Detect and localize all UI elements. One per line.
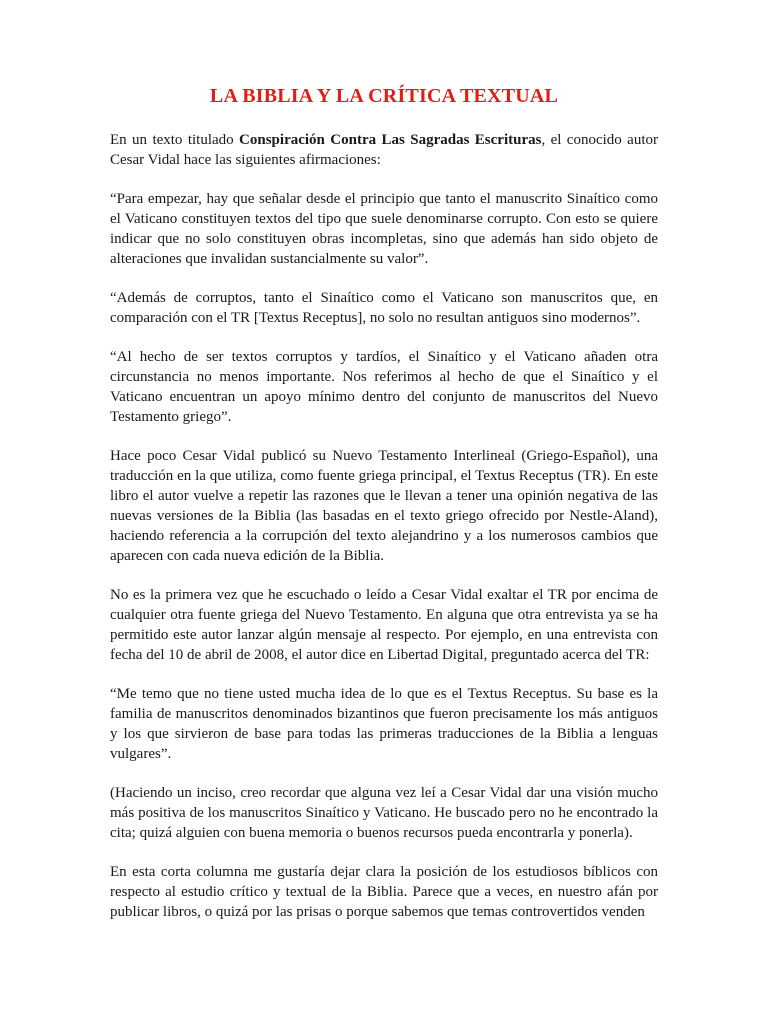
body-paragraph-4: En esta corta columna me gustaría dejar clara la posición de los estudiosos bíblicos con respecto al estudio crítico y textual de la Biblia. Parece que a veces, en nuestro afán por publicar libros, o quizá por las prisas o porque sabemos que temas controvertidos venden [110, 864, 658, 920]
body-paragraph-1: Hace poco Cesar Vidal publicó su Nuevo Testamento Interlineal (Griego-Español), una traducción en la que utiliza, como fuente griega principal, el Textus Receptus (TR). En este libro el autor vuelve a repetir las razones que le llevan a tener una opinión negativa de las nuevas versiones de la Biblia (las basadas en el texto griego ofrecido por Nestle-Aland), haciendo referencia a la corrupción del texto alejandrino y a los numerosos cambios que aparecen con cada nueva edición de la Biblia. [110, 448, 658, 564]
quote-paragraph-2: “Además de corruptos, tanto el Sinaítico como el Vaticano son manuscritos que, en comparación con el TR [Textus Receptus], no solo no resultan antiguos sino modernos”. [110, 290, 658, 326]
intro-text-after: , el conocido autor Cesar Vidal hace las siguientes afirmaciones: [110, 132, 658, 168]
document-title: LA BIBLIA Y LA CRÍTICA TEXTUAL [209, 85, 559, 107]
body-paragraph-3: (Haciendo un inciso, creo recordar que alguna vez leí a Cesar Vidal dar una visión mucho más positiva de los manuscritos Sinaítico y Vaticano. He buscado pero no he encontrado la cita; quizá alguien con buena memoria o buenos recursos pueda encontrarla y ponerla). [110, 785, 658, 841]
quote-paragraph-4: “Me temo que no tiene usted mucha idea de lo que es el Textus Receptus. Su base es la familia de manuscritos denominados bizantinos que fueron precisamente los más antiguos y los que sirvieron de base para todas las primeras traducciones de la Biblia a lenguas vulgares”. [110, 686, 658, 762]
document-page [110, 82, 658, 941]
intro-paragraph [110, 130, 658, 170]
quote-paragraph-3: “Al hecho de ser textos corruptos y tardíos, el Sinaítico y el Vaticano añaden otra circunstancia no menos importante. Nos referimos al hecho de que el Sinaítico y el Vaticano encuentran un apoyo mínimo dentro del conjunto de manuscritos del Nuevo Testamento griego”. [110, 349, 658, 425]
body-paragraph-2: No es la primera vez que he escuchado o leído a Cesar Vidal exaltar el TR por encima de cualquier otra fuente griega del Nuevo Testamento. En alguna que otra entrevista ya se ha permitido este autor lanzar algún mensaje al respecto. Por ejemplo, en una entrevista con fecha del 10 de abril de 2008, el autor dice en Libertad Digital, preguntado acerca del TR: [110, 587, 658, 663]
quote-paragraph-1: “Para empezar, hay que señalar desde el principio que tanto el manuscrito Sinaítico como el Vaticano constituyen textos del tipo que suele denominarse corrupto. Con esto se quiere indicar que no solo constituyen obras incompletas, sino que además han sido objeto de alteraciones que invalidan sustancialmente su valor”. [110, 191, 658, 267]
intro-text-before: En un texto titulado [110, 132, 240, 148]
book-title: Conspiración Contra Las Sagradas Escrituras [239, 132, 542, 148]
